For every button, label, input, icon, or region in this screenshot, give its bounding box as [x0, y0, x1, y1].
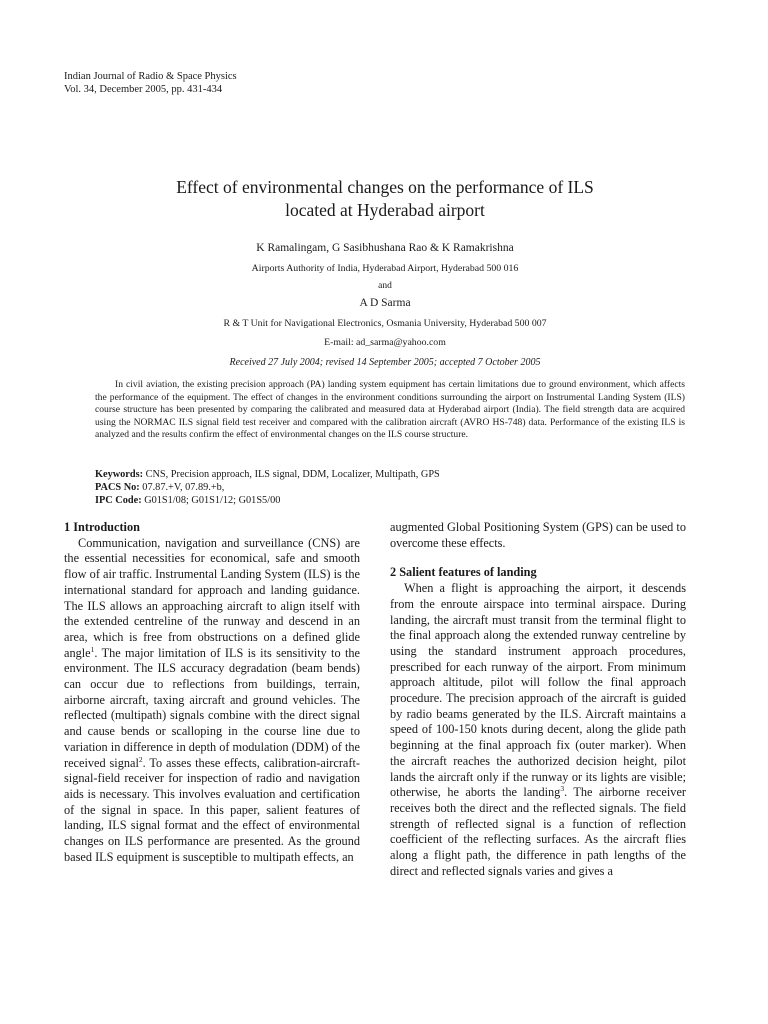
author-2: A D Sarma: [359, 297, 411, 309]
journal-volume: Vol. 34, December 2005, pp. 431-434: [64, 84, 223, 95]
paper-title: [120, 176, 650, 222]
right-column: [390, 520, 686, 879]
authors: K Ramalingam, G Sasibhushana Rao & K Ramakrishna: [256, 242, 514, 254]
email: E-mail: ad_sarma@yahoo.com: [324, 337, 446, 348]
received-dates: Received 27 July 2004; revised 14 September 2005; accepted 7 October 2005: [229, 357, 541, 368]
abstract: In civil aviation, the existing precision approach (PA) landing system equipment has certain limitations due to ground environment, which affects the performance of the equipment. The effect of changes in the environment conditions surrounding the airport on Instrumental Landing System (ILS) course structure has been presented by comparing the calibrated and measured data at Hyderabad airport (India). The field strength data are acquired using the NORMAC ILS signal field test receiver and compared with the calibration aircraft (AVRO HS-748) data. Performance of the existing ILS is analyzed and the results confirm the effect of environmental changes on the ILS course structure.: [95, 379, 685, 441]
affiliation-2: R & T Unit for Navigational Electronics, Osmania University, Hyderabad 500 007: [223, 318, 547, 329]
reference-3: 3: [560, 784, 565, 794]
reference-2: 2: [138, 754, 143, 764]
paper-title-line2: located at Hyderabad airport: [285, 200, 485, 220]
and-separator: and: [378, 281, 392, 291]
keywords-value: CNS, Precision approach, ILS signal, DDM, Localizer, Multipath, GPS: [143, 469, 440, 480]
pacs-line: [95, 481, 440, 494]
ipc-value: G01S1/08; G01S1/12; G01S5/00: [141, 495, 281, 506]
pacs-value: 07.87.+V, 07.89.+b,: [139, 482, 225, 493]
section-1-heading: 1 Introduction: [64, 520, 140, 534]
section-2-paragraph: When a flight is approaching the airport, it descends from the enroute airspace into terminal airspace. During landing, the aircraft must transit from the terminal flight to the final approach along the extended runway centreline by using the standard instrument approach procedures, prescribed for each runway of the airport. From minimum approach altitude, pilot will follow the final approach procedure. The precision approach of the aircraft is guided by radio beams generated by the ILS. Aircraft maintains a speed of 100-150 knots during decent, along the glide path beginning at the final approach fix (outer marker). When the aircraft reaches the authorized decision height, pilot lands the aircraft only if the runway or its lights are visible; otherwise, he aborts the landing$^3$. The airborne receiver receives both the direct and the reflected signals. The field strength of reflected signal is a function of reflection coefficient of the reflecting surfaces. As the aircraft flies along a flight path, the difference in path lengths of the direct and reflected signals varies and gives a: [390, 581, 687, 878]
paper-title-line1: Effect of environmental changes on the performance of ILS: [176, 177, 594, 197]
section-1-paragraph: Communication, navigation and surveillance (CNS) are the essential necessities for economical, safe and smooth flow of air traffic. Instrumental Landing System (ILS) is the international standard for approach and landing guidance. The ILS allows an approaching aircraft to align itself with the extended centreline of the runway and descend in an area, which is free from obstructions on a defined glide angle$^1$. The major limitation of ILS is its sensitivity to the environment. The ILS accuracy degradation (beam bends) can occur due to reflections from buildings, terrain, airborne aircraft, taxing aircraft and ground vehicles. The reflected (multipath) signals combine with the direct signal and cause bends or scalloping in the course line due to variation in difference in depth of modulation (DDM) of the received signal$^2$. To asses these effects, calibration-aircraft-signal-field receiver for inspection of radio and navigation aids is necessary. This involves evaluation and certification of the signal in space. In this paper, salient features of landing, ILS signal format and the effect of environmental changes on ILS performance are presented. As the ground based ILS equipment is susceptible to multipath effects, an: [64, 535, 360, 864]
left-column: [64, 520, 360, 865]
reference-1: 1: [90, 644, 95, 654]
affiliation-1: Airports Authority of India, Hyderabad Airport, Hyderabad 500 016: [251, 263, 519, 274]
ipc-line: [95, 494, 440, 507]
ipc-label: IPC Code:: [95, 495, 142, 506]
keywords-label: Keywords:: [95, 469, 144, 480]
keywords-line: [95, 468, 440, 481]
journal-citation: [64, 70, 237, 96]
metadata: [95, 468, 440, 507]
section-2-heading: 2 Salient features of landing: [390, 565, 537, 580]
section-1-continued: augmented Global Positioning System (GPS) can be used to overcome these effects.: [390, 520, 686, 550]
pacs-label: PACS No:: [95, 482, 140, 493]
journal-name: Indian Journal of Radio & Space Physics: [64, 71, 237, 82]
